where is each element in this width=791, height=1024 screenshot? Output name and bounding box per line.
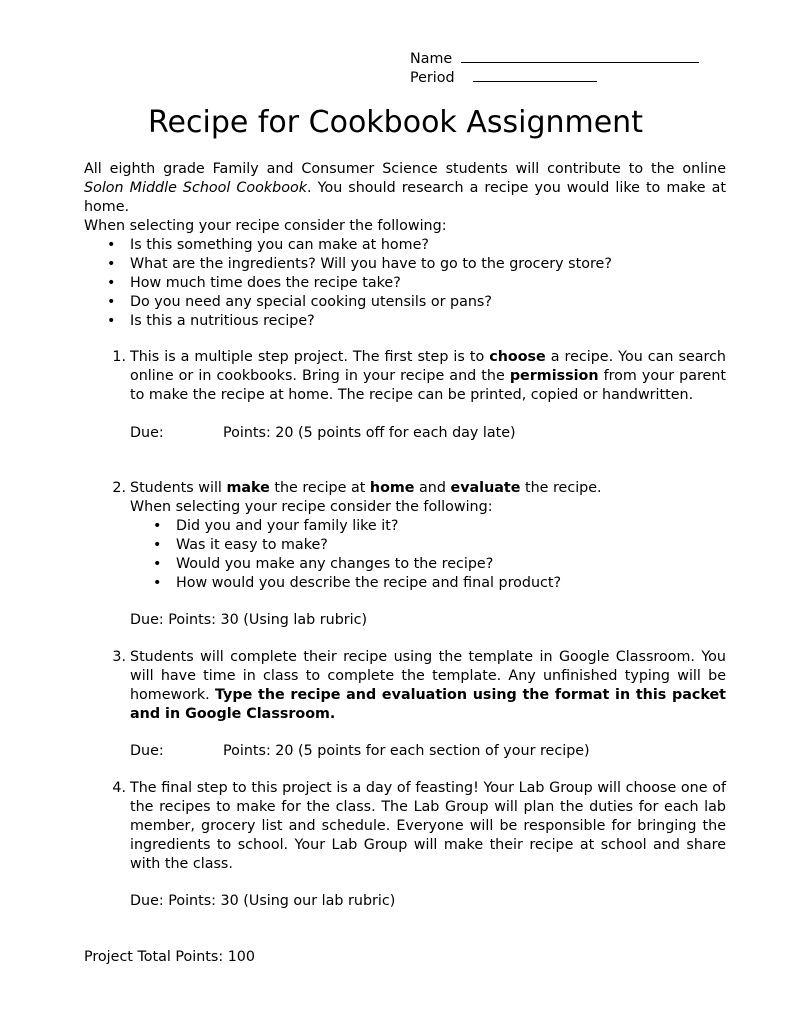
- name-line: [410, 48, 699, 69]
- step-2-number: 2.: [112, 480, 126, 496]
- cookbook-name: Solon Middle School Cookbook: [84, 180, 308, 196]
- list-item: [130, 517, 561, 536]
- bullet-icon: •: [153, 518, 162, 534]
- selecting-bullets: [84, 236, 612, 331]
- step-1-text: [130, 348, 726, 405]
- step-3-text: [130, 648, 726, 724]
- intro-text-end: . You should research a recipe you would like to make at home.: [84, 180, 727, 215]
- intro-paragraph: [84, 160, 726, 217]
- step-3-bold-instruction: Type the recipe and evaluation using the format in this packet and in Google Classroom.: [130, 687, 726, 722]
- step-1-bold-choose: choose: [489, 349, 546, 365]
- list-item: [84, 236, 612, 255]
- bullet-icon: •: [153, 537, 162, 553]
- step-1-part: from your parent to make the recipe at home. The recipe can be printed, copied or handwritten.: [130, 368, 726, 403]
- bullet-icon: •: [107, 256, 116, 272]
- bullet-text: What are the ingredients? Will you have to go to the grocery store?: [130, 256, 612, 272]
- step-4-due: Due: Points: 30 (Using our lab rubric): [130, 893, 396, 909]
- bullet-text: Do you need any special cooking utensils or pans?: [130, 294, 492, 310]
- step-1-due: Due:: [130, 425, 164, 441]
- list-item: [130, 536, 561, 555]
- step-2-bold-evaluate: evaluate: [450, 480, 521, 496]
- bullet-icon: •: [153, 556, 162, 572]
- bullet-text: Would you make any changes to the recipe?: [176, 556, 494, 572]
- step-2-bold-make: make: [226, 480, 270, 496]
- step-2-part: and: [414, 480, 451, 496]
- step-1-part: This is a multiple step project. The first step is to: [130, 349, 490, 365]
- list-item: [130, 574, 561, 593]
- step-4-number: 4.: [112, 780, 126, 796]
- step-2-bullets: [130, 517, 561, 593]
- bullet-icon: •: [107, 237, 116, 253]
- list-item: [84, 293, 612, 312]
- step-4-text: The final step to this project is a day of feasting! Your Lab Group will choose one of the recipes to make for the class. The Lab Group will plan the duties for each lab member, grocery list and schedule. Everyone will be responsible for bringing the ingredients to school. Your Lab Group will make their recipe at school and share with the class.: [130, 780, 726, 872]
- name-underline: [461, 48, 699, 63]
- list-item: [84, 255, 612, 274]
- bullet-icon: •: [107, 275, 116, 291]
- list-item: [84, 312, 612, 331]
- step-2-part: the recipe.: [520, 480, 602, 496]
- bullet-icon: •: [107, 294, 116, 310]
- bullet-text: Did you and your family like it?: [176, 518, 399, 534]
- bullet-text: Is this something you can make at home?: [130, 237, 429, 253]
- step-2-part: the recipe at: [269, 480, 370, 496]
- period-line: [410, 67, 597, 88]
- intro-text: All eighth grade Family and Consumer Science students will contribute to the online: [84, 161, 726, 177]
- step-3-part: Students will complete their recipe using the template in Google Classroom. You will have time in class to complete the template. Any unfinished typing will be homework.: [130, 649, 726, 703]
- name-label: Name: [410, 51, 453, 67]
- list-item: [130, 555, 561, 574]
- step-1-bold-permission: permission: [509, 368, 599, 384]
- step-2-part: Students will: [130, 480, 227, 496]
- step-3-due: Due:: [130, 743, 164, 759]
- list-item: [84, 274, 612, 293]
- project-total: Project Total Points: 100: [84, 949, 255, 965]
- bullet-icon: •: [107, 313, 116, 329]
- step-1-number: 1.: [112, 349, 126, 365]
- bullet-icon: •: [153, 575, 162, 591]
- step-3-points: Points: 20 (5 points for each section of your recipe): [223, 743, 590, 759]
- bullet-text: How would you describe the recipe and final product?: [176, 575, 562, 591]
- step-2-due: Due: Points: 30 (Using lab rubric): [130, 612, 368, 628]
- step-2-text: [130, 479, 726, 498]
- step-1-points: Points: 20 (5 points off for each day late): [223, 425, 516, 441]
- period-label: Period: [410, 70, 455, 86]
- step-1-part: a recipe. You can search online or in cookbooks. Bring in your recipe and the: [130, 349, 726, 384]
- step-3-number: 3.: [112, 649, 126, 665]
- bullet-text: Is this a nutritious recipe?: [130, 313, 315, 329]
- bullet-text: How much time does the recipe take?: [130, 275, 401, 291]
- bullet-text: Was it easy to make?: [176, 537, 328, 553]
- page-title: Recipe for Cookbook Assignment: [148, 105, 643, 140]
- step-2-bold-home: home: [369, 480, 415, 496]
- step-2-subheading: When selecting your recipe consider the following:: [130, 499, 493, 515]
- period-underline: [473, 67, 597, 82]
- selecting-heading: When selecting your recipe consider the following:: [84, 218, 447, 234]
